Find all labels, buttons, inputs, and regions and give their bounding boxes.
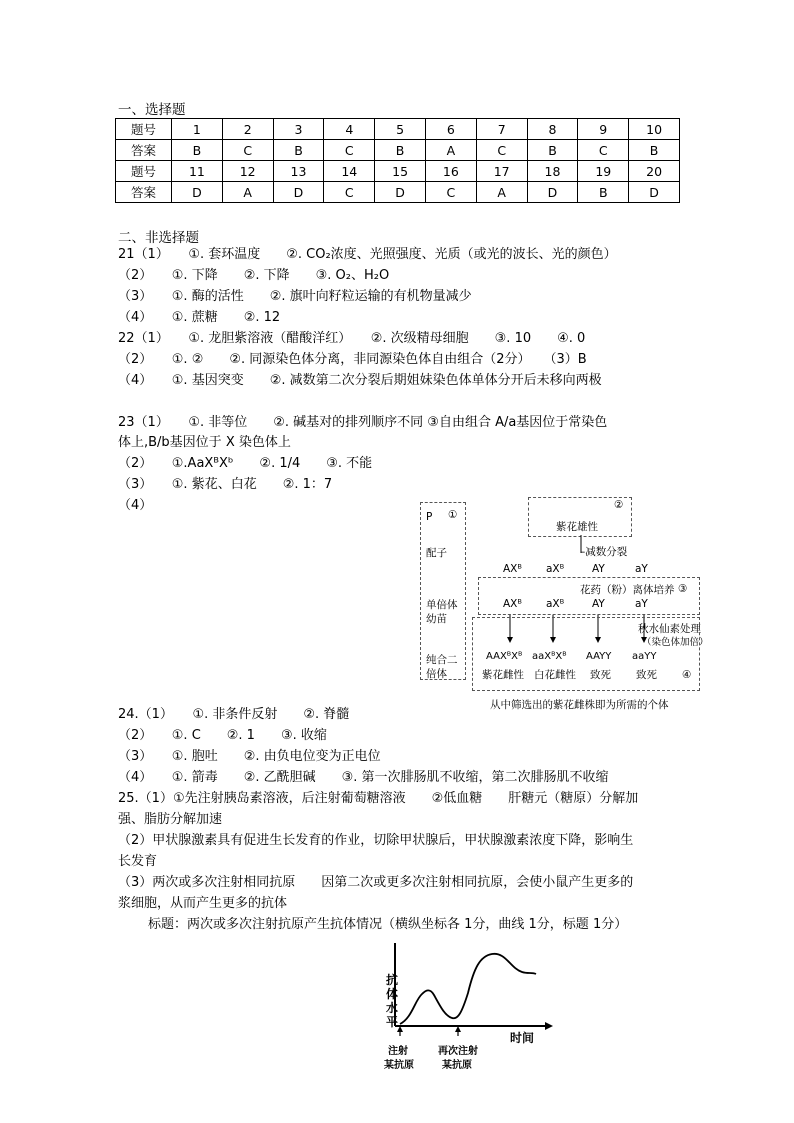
table-cell: 17 — [476, 161, 527, 182]
table-cell: 20 — [629, 161, 680, 182]
p-label: P — [426, 511, 433, 523]
table-cell: C — [222, 140, 273, 161]
q25-line3: （2）甲状腺激素具有促进生长发育的作业，切除甲状腺后，甲状腺激素浓度下降，影响生 — [118, 833, 634, 848]
table-cell: B — [578, 182, 629, 203]
q21-line2: （2） ①. 下降 ②. 下降 ③. O₂、H₂O — [118, 268, 390, 283]
q25-line1: 25.（1）①先注射胰岛素溶液，后注射葡萄糖溶液 ②低血糖 肝糖元（糖原）分解加 — [118, 791, 639, 806]
table-cell: 14 — [324, 161, 375, 182]
q24-line4: （4） ①. 箭毒 ②. 乙酰胆碱 ③. 第一次腓肠肌不收缩，第二次腓肠肌不收缩 — [118, 770, 609, 785]
haploid-1: AXᴮ — [503, 598, 522, 610]
section-title-choice: 一、选择题 — [118, 102, 186, 118]
table-cell: 18 — [527, 161, 578, 182]
table-row — [116, 182, 680, 203]
haploid-label-1: 单倍体 — [426, 599, 458, 611]
q23-line4: （3） ①. 紫花、白花 ②. 1：7 — [118, 477, 333, 492]
table-row — [116, 161, 680, 182]
table-cell: 9 — [578, 119, 629, 140]
x-label: 时间 — [510, 1031, 535, 1045]
table-cell: C — [324, 182, 375, 203]
q22-line3: （4） ①. 基因突变 ②. 减数第二次分裂后期姐妹染色体单体分开后未移向两极 — [118, 373, 602, 388]
answer-table — [115, 118, 680, 203]
q21-line4: （4） ①. 蔗糖 ②. 12 — [118, 310, 281, 325]
table-cell: D — [375, 182, 426, 203]
mark1-line2: 某抗原 — [384, 1060, 414, 1071]
haploid-3: AY — [592, 598, 605, 610]
phenotype-3: 致死 — [590, 669, 611, 681]
table-cell: C — [324, 140, 375, 161]
table-cell: 11 — [172, 161, 223, 182]
table-cell: 6 — [425, 119, 476, 140]
meiosis-label: –减数分裂 — [580, 546, 628, 558]
y-label-3: 水 — [386, 1001, 399, 1015]
row-header-cell: 题号 — [116, 161, 172, 182]
phenotype-1: 紫花雌性 — [482, 669, 524, 681]
genotype-2: aaXᴮXᴮ — [532, 651, 567, 662]
haploid-4: aY — [635, 598, 648, 610]
table-cell: C — [476, 140, 527, 161]
gamete-4: aY — [635, 563, 648, 575]
diploid-label-2: 倍体 — [426, 668, 447, 680]
colchicine-note: （染色体加倍） — [642, 637, 709, 648]
table-cell: B — [629, 140, 680, 161]
table-cell: 16 — [425, 161, 476, 182]
table-cell: 8 — [527, 119, 578, 140]
table-cell: D — [172, 182, 223, 203]
q25-line7: 标题：两次或多次注射抗原产生抗体情况（横纵坐标各 1分，曲线 1分，标题 1分） — [148, 917, 628, 932]
q21-line3: （3） ①. 酶的活性 ②. 旗叶向籽粒运输的有机物量减少 — [118, 289, 472, 304]
table-cell: C — [578, 140, 629, 161]
haploid-label-2: 幼苗 — [426, 613, 447, 625]
antibody-curve — [400, 954, 536, 1024]
section-title-nonchoice: 二、非选择题 — [118, 230, 199, 246]
culture-label: 花药（粉）离体培养 — [580, 584, 675, 596]
table-cell: D — [629, 182, 680, 203]
table-cell: 5 — [375, 119, 426, 140]
y-label-1: 抗 — [386, 973, 399, 987]
row-header-cell: 答案 — [116, 182, 172, 203]
genotype-1: AAXᴮXᴮ — [486, 651, 523, 662]
diagram-caption: 从中筛选出的紫花雌株即为所需的个体 — [490, 699, 669, 711]
phenotype-4: 致死 — [636, 669, 657, 681]
table-cell: 4 — [324, 119, 375, 140]
q25-line4: 长发育 — [118, 854, 158, 869]
q22-line1: 22（1） ①. 龙胆紫溶液（醋酸洋红） ②. 次级精母细胞 ③. 10 ④. 0 — [118, 331, 586, 346]
x-axis-arrow — [545, 1022, 553, 1030]
circle-1: ① — [448, 509, 458, 521]
antibody-graph — [360, 938, 560, 1078]
table-cell: 13 — [273, 161, 324, 182]
circle-4: ④ — [682, 669, 692, 681]
genetics-diagram — [420, 497, 720, 717]
diploid-label-1: 纯合二 — [426, 654, 458, 666]
gamete-row-label: 配子 — [426, 547, 447, 559]
table-row — [116, 119, 680, 140]
circle-2: ② — [614, 499, 624, 511]
q24-line3: （3） ①. 胞吐 ②. 由负电位变为正电位 — [118, 749, 381, 764]
parent-label: 紫花雄性 — [556, 521, 598, 533]
haploid-2: aXᴮ — [546, 598, 565, 610]
table-cell: A — [476, 182, 527, 203]
table-cell: B — [527, 140, 578, 161]
table-cell: 12 — [222, 161, 273, 182]
q23-line5: （4） — [118, 498, 153, 513]
q25-line2: 强、脂肪分解加速 — [118, 812, 223, 827]
table-cell: D — [527, 182, 578, 203]
q23-line2: 体上,B/b基因位于 X 染色体上 — [118, 435, 291, 450]
table-cell: D — [273, 182, 324, 203]
table-cell: 19 — [578, 161, 629, 182]
circle-3: ③ — [678, 583, 688, 595]
genotype-4: aaYY — [632, 651, 657, 662]
gamete-3: AY — [592, 563, 605, 575]
mark2-line1: 再次注射 — [438, 1046, 478, 1057]
mark2-line2: 某抗原 — [442, 1060, 472, 1071]
table-cell: 2 — [222, 119, 273, 140]
gamete-1: AXᴮ — [503, 563, 522, 575]
table-cell: A — [425, 140, 476, 161]
row-header-cell: 答案 — [116, 140, 172, 161]
table-cell: B — [172, 140, 223, 161]
table-cell: A — [222, 182, 273, 203]
gamete-2: aXᴮ — [546, 563, 565, 575]
table-cell: B — [375, 140, 426, 161]
y-label-2: 体 — [386, 987, 399, 1001]
colchicine-label: 秋水仙素处理 — [638, 623, 701, 635]
table-cell: 7 — [476, 119, 527, 140]
genotype-3: AAYY — [586, 651, 612, 662]
y-label-4: 平 — [386, 1015, 399, 1029]
q24-line1: 24.（1） ①. 非条件反射 ②. 脊髓 — [118, 707, 350, 722]
table-cell: 3 — [273, 119, 324, 140]
q23-line1: 23（1） ①. 非等位 ②. 碱基对的排列顺序不同 ③自由组合 A/a基因位于常染色 — [118, 415, 608, 430]
table-cell: C — [425, 182, 476, 203]
q24-line2: （2） ①. C ②. 1 ③. 收缩 — [118, 728, 327, 743]
mark1-line1: 注射 — [388, 1046, 408, 1057]
q23-line3: （2） ①.AaXᴮXᵇ ②. 1/4 ③. 不能 — [118, 456, 373, 471]
table-cell: B — [273, 140, 324, 161]
q25-line5: （3）两次或多次注射相同抗原 因第二次或更多次注射相同抗原，会使小鼠产生更多的 — [118, 875, 634, 890]
table-cell: 15 — [375, 161, 426, 182]
table-cell: 1 — [172, 119, 223, 140]
table-cell: 10 — [629, 119, 680, 140]
q25-line6: 浆细胞，从而产生更多的抗体 — [118, 896, 288, 911]
q21-line1: 21（1） ①. 套环温度 ②. CO₂浓度、光照强度、光质（或光的波长、光的颜色） — [118, 247, 617, 262]
q22-line2: （2） ①. ② ②. 同源染色体分离，非同源染色体自由组合（2分） （3）B — [118, 352, 587, 367]
table-row — [116, 140, 680, 161]
phenotype-2: 白花雌性 — [534, 669, 576, 681]
row-header-cell: 题号 — [116, 119, 172, 140]
